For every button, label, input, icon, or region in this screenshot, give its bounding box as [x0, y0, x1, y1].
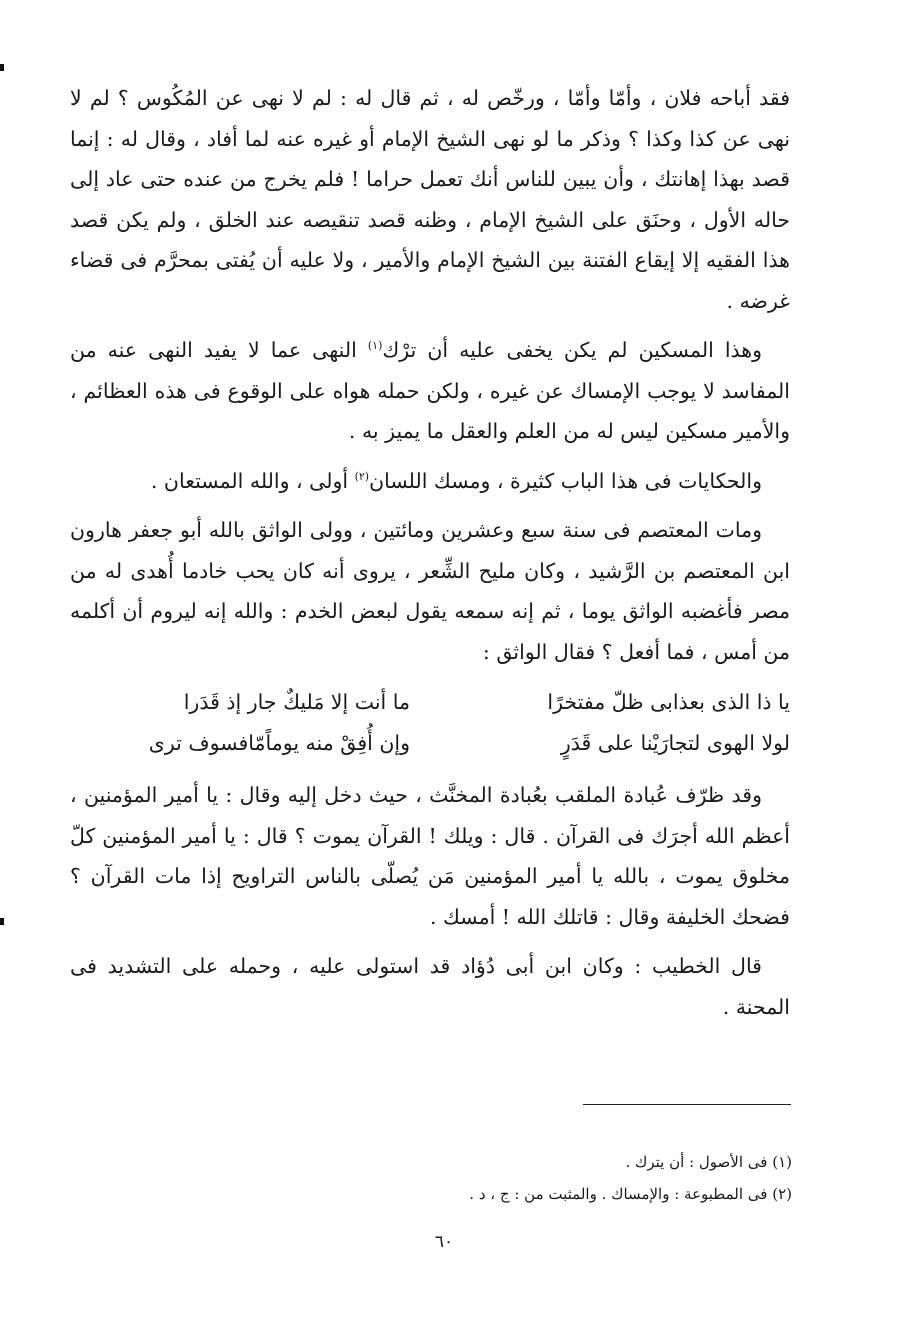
- poem-line-2-first-hemistich: لولا الهوى لتجارَيْنا على قَدَرٍ: [560, 730, 790, 755]
- paragraph-2: [70, 330, 790, 452]
- paragraph-3-end: أولى ، والله المستعان .: [150, 468, 355, 493]
- paragraph-5: وقد ظرّف عُبادة الملقب بعُبادة المخنَّث ، حيث دخل إليه وقال : يا أمير المؤمنين ، أعظم الله أجرَك فى القرآن . قال : ويلك ! القرآن يموت ؟ قال : يا أمير المؤمنين كلّ مخلوق يموت ، بالله يا أمير المؤمنين مَن يُصلّى بالناس التراويح إذا مات القرآن ؟ فضحك الخليفة وقال : قاتلك الله ! أمسك .: [70, 783, 790, 929]
- footnote-ref-2: (٢): [354, 469, 370, 483]
- poem-line-2: [70, 723, 790, 764]
- footnote-2: (٢) فى المطبوعة : والإمساك . والمثبت من : ج ، د .: [469, 1185, 792, 1203]
- edge-mark-top: [0, 64, 4, 71]
- paragraph-1: فقد أباحه فلان ، وأمّا وأمّا ، ورخّص له ، ثم قال له : لم لا نهى عن المُكُوس ؟ لم لا نهى عن كذا وكذا ؟ وذكر ما لو نهى الشيخ الإمام أو غيره عنه لما أفاد ، وقال له : إنما قصد بهذا إهانتك ، وأن يبين للناس أنك تعمل حراما ! فلم يخرج من عنده حتى عاد إلى حاله الأول ، وحنَق على الشيخ الإمام ، وظنه قصد تنقيصه عند الخلق ، ولم يكن قصد هذا الفقيه إلا إيقاع الفتنة بين الشيخ الإمام والأمير ، ولا عليه أن يُفتى بمحرَّم فى قضاء غرضه .: [70, 86, 791, 313]
- poem-line-1-first-hemistich: يا ذا الذى بعذابى ظلّ مفتخرًا: [547, 690, 790, 714]
- paragraph-3-start: والحكايات فى هذا الباب كثيرة ، ومسك اللسان: [369, 468, 762, 493]
- footnote-ref-1: (١): [367, 339, 383, 353]
- footnote-1: (١) فى الأصول : أن يترك .: [625, 1153, 792, 1171]
- poem: [70, 682, 790, 763]
- paragraph-2-end: النهى عما لا يفيد النهى عنه من المفاسد لا يوجب الإمساك عن غيره ، ولكن حمله هواه على الوقوع فى هذه العظائم ، والأمير مسكين ليس له من العلم والعقل ما يميز به .: [70, 338, 790, 443]
- page-number: ٦٠: [434, 1232, 454, 1252]
- footnote-separator: [583, 1104, 791, 1105]
- poem-line-1-second-hemistich: ما أنت إلا مَليكٌ جار إذ قَدَرا: [183, 690, 410, 714]
- paragraph-6: قال الخطيب : وكان ابن أبى دُؤاد قد استولى عليه ، وحمله على التشديد فى المحنة .: [70, 954, 790, 1019]
- paragraph-2-start: وهذا المسكين لم يكن يخفى عليه أن ترْك: [382, 338, 762, 362]
- poem-line-1: [70, 682, 790, 723]
- edge-mark-middle: [0, 918, 4, 925]
- paragraph-4: ومات المعتصم فى سنة سبع وعشرين ومائتين ، وولى الواثق بالله أبو جعفر هارون ابن المعتصم بن الرَّشيد ، وكان مليح الشِّعر ، يروى أنه كان يحب خادما أُهدى له من مصر فأغضبه الواثق يوما ، ثم إنه سمعه يقول لبعض الخدم : والله إنه ليروم أن أكلمه من أمس ، فما أفعل ؟ فقال الواثق :: [70, 518, 790, 664]
- page-body: [70, 78, 790, 1027]
- paragraph-3: [70, 461, 790, 502]
- footnotes: [300, 1146, 792, 1210]
- poem-line-2-second-hemistich: وإن أُفِقْ منه يوماًمّافسوف ترى: [148, 730, 410, 755]
